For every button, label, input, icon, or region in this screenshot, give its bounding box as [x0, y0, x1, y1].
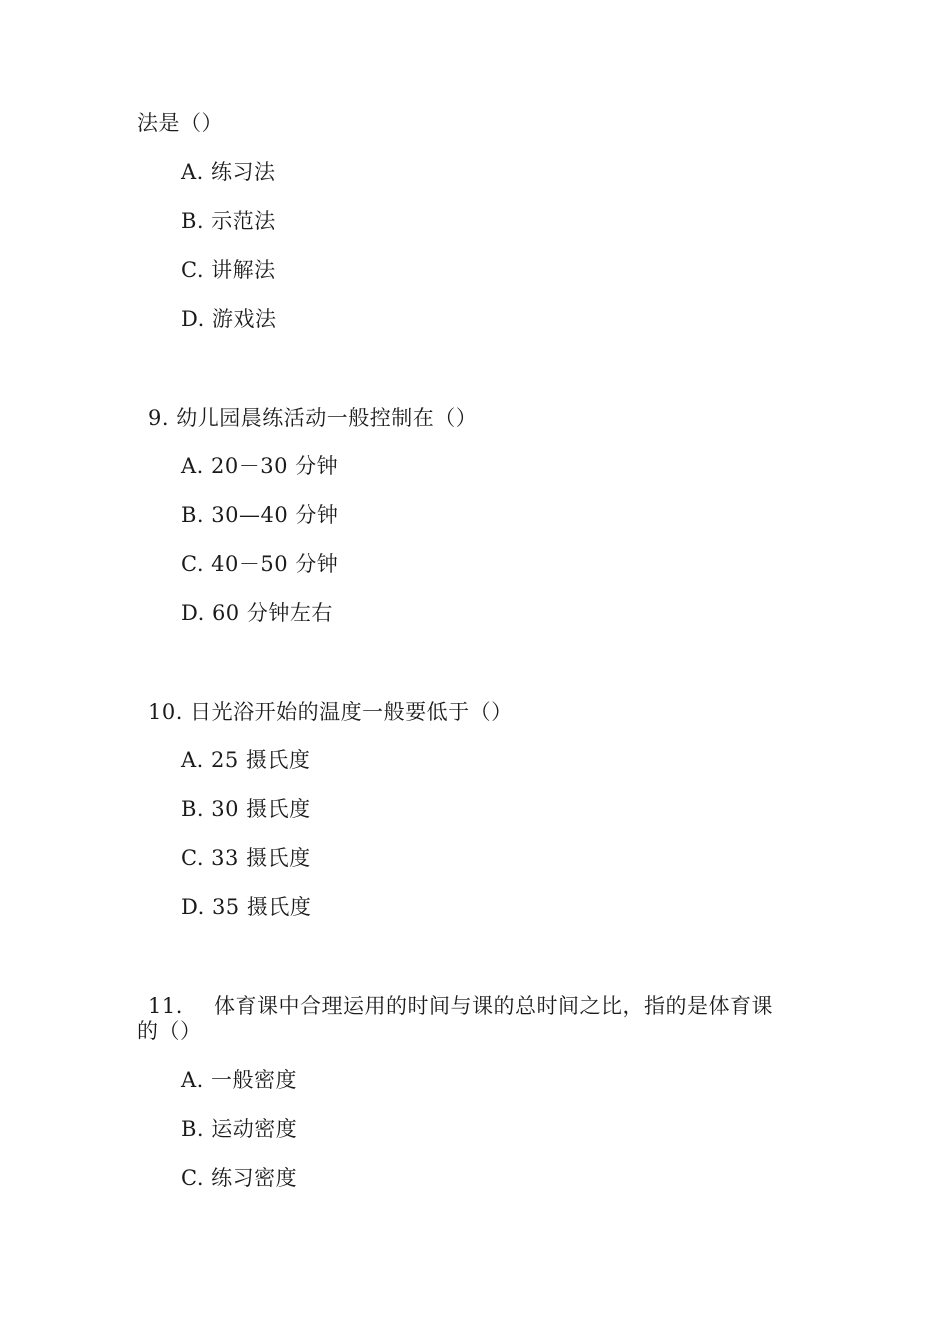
q8-stem-tail: 法是（）: [137, 111, 223, 135]
q8-option-c: C. 讲解法: [181, 258, 276, 282]
q10-option-b: B. 30 摄氏度: [181, 797, 311, 821]
q8-option-a: A. 练习法: [181, 160, 276, 184]
q8-option-b: B. 示范法: [181, 209, 276, 233]
q9-option-d: D. 60 分钟左右: [181, 601, 333, 625]
q10-stem: 10. 日光浴开始的温度一般要低于（）: [148, 700, 513, 724]
q9-stem: 9. 幼儿园晨练活动一般控制在（）: [148, 406, 478, 430]
q9-option-c: C. 40－50 分钟: [181, 552, 339, 576]
q9-option-b: B. 30—40 分钟: [181, 503, 339, 527]
q11-option-c: C. 练习密度: [181, 1166, 298, 1190]
q11-stem-line2: 的（）: [137, 1019, 202, 1043]
q10-option-d: D. 35 摄氏度: [181, 895, 312, 919]
q11-stem-line1: 体育课中合理运用的时间与课的总时间之比，指的是体育课: [214, 994, 773, 1018]
q9-option-a: A. 20－30 分钟: [181, 454, 339, 478]
q10-option-a: A. 25 摄氏度: [181, 748, 311, 772]
q10-option-c: C. 33 摄氏度: [181, 846, 311, 870]
q11-option-b: B. 运动密度: [181, 1117, 298, 1141]
q11-number: 11.: [148, 994, 183, 1018]
q11-option-a: A. 一般密度: [181, 1068, 298, 1092]
q8-option-d: D. 游戏法: [181, 307, 277, 331]
